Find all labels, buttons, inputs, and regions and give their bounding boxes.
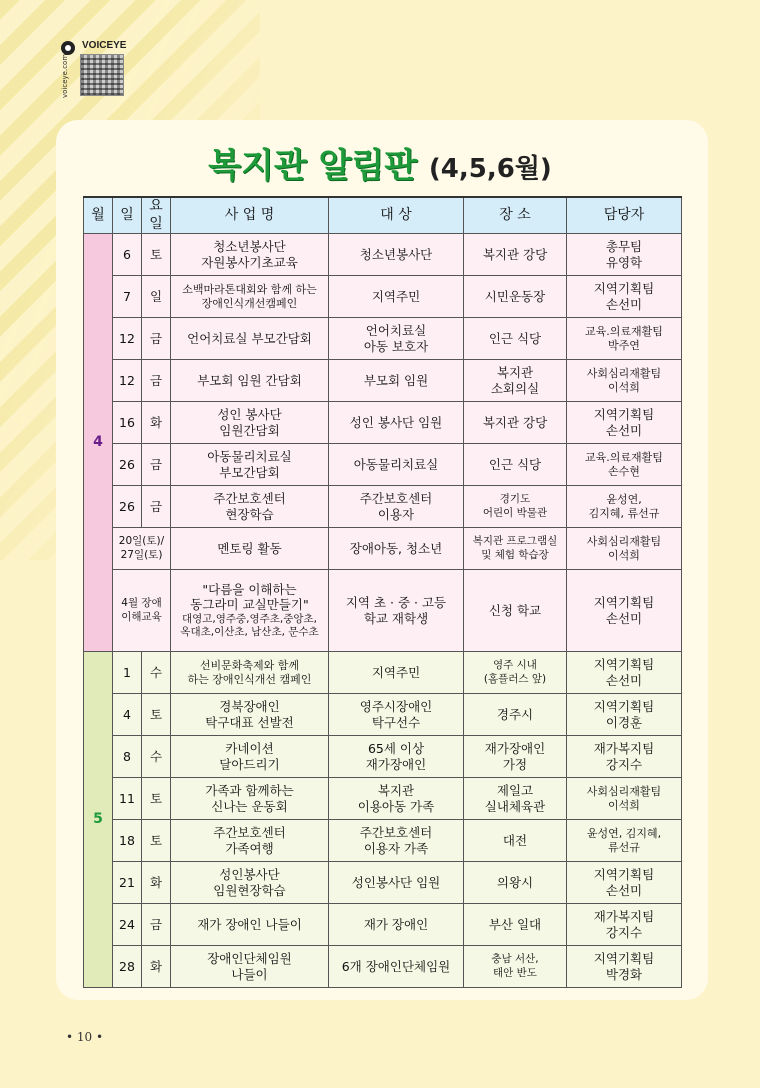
- header-cell: 요일: [142, 197, 171, 234]
- place-cell: 복지관 강당: [464, 234, 567, 276]
- place-cell: 영주 시내 (홈플러스 앞): [464, 652, 567, 694]
- weekday-cell: 화: [142, 402, 171, 444]
- staff-cell: 재가복지팀 강지수: [567, 904, 682, 946]
- day-cell: 26: [113, 444, 142, 486]
- month-cell: 4: [84, 234, 113, 652]
- place-cell: 대전: [464, 820, 567, 862]
- day-cell: 12: [113, 360, 142, 402]
- table-row: [84, 318, 682, 360]
- table-row: [84, 862, 682, 904]
- table-row: [84, 276, 682, 318]
- date-cell: 4월 장애 이해교육: [113, 570, 171, 652]
- target-cell: 청소년봉사단: [329, 234, 464, 276]
- place-cell: 인근 식당: [464, 444, 567, 486]
- day-cell: 1: [113, 652, 142, 694]
- place-cell: 경주시: [464, 694, 567, 736]
- table-row: [84, 402, 682, 444]
- target-cell: 주간보호센터 이용자 가족: [329, 820, 464, 862]
- program-name: "다름을 이해하는 동그라미 교실만들기": [190, 581, 309, 613]
- program-schools: 대영고,영주중,영주초,중앙초, 옥대초,이산초, 남산초, 문수초: [180, 613, 319, 639]
- target-cell: 성인봉사단 임원: [329, 862, 464, 904]
- day-cell: 24: [113, 904, 142, 946]
- target-cell: 6개 장애인단체임원: [329, 946, 464, 988]
- program-name-cell: 선비문화축제와 함께 하는 장애인식개선 캠페인: [171, 652, 329, 694]
- table-row: [84, 486, 682, 528]
- staff-cell: 지역기획팀 손선미: [567, 862, 682, 904]
- weekday-cell: 금: [142, 904, 171, 946]
- program-name-cell: 장애인단체임원 나들이: [171, 946, 329, 988]
- target-cell: 언어치료실 아동 보호자: [329, 318, 464, 360]
- place-cell: 제일고 실내체육관: [464, 778, 567, 820]
- voiceye-side-text: voiceye.com: [61, 53, 69, 98]
- target-cell: 아동물리치료실: [329, 444, 464, 486]
- place-cell: 재가장애인 가정: [464, 736, 567, 778]
- place-cell: 부산 일대: [464, 904, 567, 946]
- header-cell: 대 상: [329, 197, 464, 234]
- target-cell: 부모회 임원: [329, 360, 464, 402]
- staff-cell: 지역기획팀 손선미: [567, 276, 682, 318]
- staff-cell: 지역기획팀 손선미: [567, 570, 682, 652]
- place-cell: 시민운동장: [464, 276, 567, 318]
- table-row: [84, 234, 682, 276]
- table-body: [84, 234, 682, 988]
- target-cell: 성인 봉사단 임원: [329, 402, 464, 444]
- day-cell: 28: [113, 946, 142, 988]
- program-name-cell: 부모회 임원 간담회: [171, 360, 329, 402]
- table-row: [84, 360, 682, 402]
- schedule-table: [83, 196, 682, 988]
- staff-cell: 윤성연, 김지혜, 류선규: [567, 486, 682, 528]
- staff-cell: 교육.의료재활팀 손수현: [567, 444, 682, 486]
- title-sub: (4,5,6월): [428, 154, 552, 184]
- date-cell: 20일(토)/ 27일(토): [113, 528, 171, 570]
- weekday-cell: 일: [142, 276, 171, 318]
- staff-cell: 사회심리재활팀 이석희: [567, 360, 682, 402]
- staff-cell: 사회심리재활팀 이석희: [567, 528, 682, 570]
- header-cell: 사 업 명: [171, 197, 329, 234]
- weekday-cell: 금: [142, 444, 171, 486]
- program-name-cell: 카네이션 달아드리기: [171, 736, 329, 778]
- place-cell: 복지관 프로그램실 및 체험 학습장: [464, 528, 567, 570]
- program-name-cell: 주간보호센터 가족여행: [171, 820, 329, 862]
- staff-cell: 지역기획팀 손선미: [567, 652, 682, 694]
- target-cell: 지역주민: [329, 652, 464, 694]
- weekday-cell: 토: [142, 778, 171, 820]
- place-cell: 경기도 어린이 박물관: [464, 486, 567, 528]
- day-cell: 8: [113, 736, 142, 778]
- target-cell: 재가 장애인: [329, 904, 464, 946]
- place-cell: 신청 학교: [464, 570, 567, 652]
- table-row: [84, 904, 682, 946]
- weekday-cell: 금: [142, 360, 171, 402]
- place-cell: 의왕시: [464, 862, 567, 904]
- day-cell: 21: [113, 862, 142, 904]
- program-name-cell: 멘토링 활동: [171, 528, 329, 570]
- day-cell: 26: [113, 486, 142, 528]
- day-cell: 18: [113, 820, 142, 862]
- target-cell: 지역 초 · 중 · 고등 학교 재학생: [329, 570, 464, 652]
- target-cell: 장애아동, 청소년: [329, 528, 464, 570]
- day-cell: 11: [113, 778, 142, 820]
- day-cell: 6: [113, 234, 142, 276]
- staff-cell: 윤성연, 김지혜, 류선규: [567, 820, 682, 862]
- place-cell: 충남 서산, 태안 반도: [464, 946, 567, 988]
- weekday-cell: 토: [142, 234, 171, 276]
- target-cell: 영주시장애인 탁구선수: [329, 694, 464, 736]
- program-name-cell: 재가 장애인 나들이: [171, 904, 329, 946]
- header-cell: 일: [113, 197, 142, 234]
- day-cell: 16: [113, 402, 142, 444]
- weekday-cell: 금: [142, 318, 171, 360]
- place-cell: 복지관 강당: [464, 402, 567, 444]
- table-row: [84, 820, 682, 862]
- weekday-cell: 토: [142, 694, 171, 736]
- staff-cell: 지역기획팀 박경화: [567, 946, 682, 988]
- table-row: [84, 946, 682, 988]
- target-cell: 65세 이상 재가장애인: [329, 736, 464, 778]
- program-name-cell: 성인 봉사단 임원간담회: [171, 402, 329, 444]
- program-name-cell: 언어치료실 부모간담회: [171, 318, 329, 360]
- header-cell: 월: [84, 197, 113, 234]
- target-cell: 주간보호센터 이용자: [329, 486, 464, 528]
- table-row: [84, 694, 682, 736]
- page-number: • 10 •: [66, 1030, 104, 1044]
- program-name-cell: 가족과 함께하는 신나는 운동회: [171, 778, 329, 820]
- program-name-cell: 소백마라톤대회와 함께 하는 장애인식개선캠페인: [171, 276, 329, 318]
- day-cell: 7: [113, 276, 142, 318]
- program-name-cell: 청소년봉사단 자원봉사기초교육: [171, 234, 329, 276]
- header-cell: 장 소: [464, 197, 567, 234]
- program-name-cell: 경북장애인 탁구대표 선발전: [171, 694, 329, 736]
- voiceye-label: VOICEYE: [82, 40, 127, 51]
- page-title: [0, 138, 760, 187]
- staff-cell: 지역기획팀 손선미: [567, 402, 682, 444]
- voiceye-qr-image[interactable]: [80, 54, 124, 96]
- table-row: [84, 652, 682, 694]
- weekday-cell: 화: [142, 946, 171, 988]
- staff-cell: 총무팀 유영학: [567, 234, 682, 276]
- header-cell: 담당자: [567, 197, 682, 234]
- table-header: [84, 197, 682, 234]
- table-row: [84, 778, 682, 820]
- day-cell: 12: [113, 318, 142, 360]
- weekday-cell: 금: [142, 486, 171, 528]
- voiceye-code: [60, 38, 130, 96]
- staff-cell: 재가복지팀 강지수: [567, 736, 682, 778]
- title-main: 복지관 알림판: [208, 146, 418, 186]
- place-cell: 인근 식당: [464, 318, 567, 360]
- program-name-cell: 주간보호센터 현장학습: [171, 486, 329, 528]
- target-cell: 복지관 이용아동 가족: [329, 778, 464, 820]
- target-cell: 지역주민: [329, 276, 464, 318]
- program-name-cell: 아동물리치료실 부모간담회: [171, 444, 329, 486]
- place-cell: 복지관 소회의실: [464, 360, 567, 402]
- staff-cell: 교육.의료재활팀 박주연: [567, 318, 682, 360]
- table-row: [84, 570, 682, 652]
- weekday-cell: 수: [142, 736, 171, 778]
- table-row: [84, 444, 682, 486]
- program-name-cell: [171, 570, 329, 652]
- weekday-cell: 수: [142, 652, 171, 694]
- month-cell: 5: [84, 652, 113, 988]
- day-cell: 4: [113, 694, 142, 736]
- staff-cell: 사회심리재활팀 이석희: [567, 778, 682, 820]
- staff-cell: 지역기획팀 이경훈: [567, 694, 682, 736]
- program-name-cell: 성인봉사단 임원현장학습: [171, 862, 329, 904]
- weekday-cell: 토: [142, 820, 171, 862]
- table-row: [84, 528, 682, 570]
- table-row: [84, 736, 682, 778]
- weekday-cell: 화: [142, 862, 171, 904]
